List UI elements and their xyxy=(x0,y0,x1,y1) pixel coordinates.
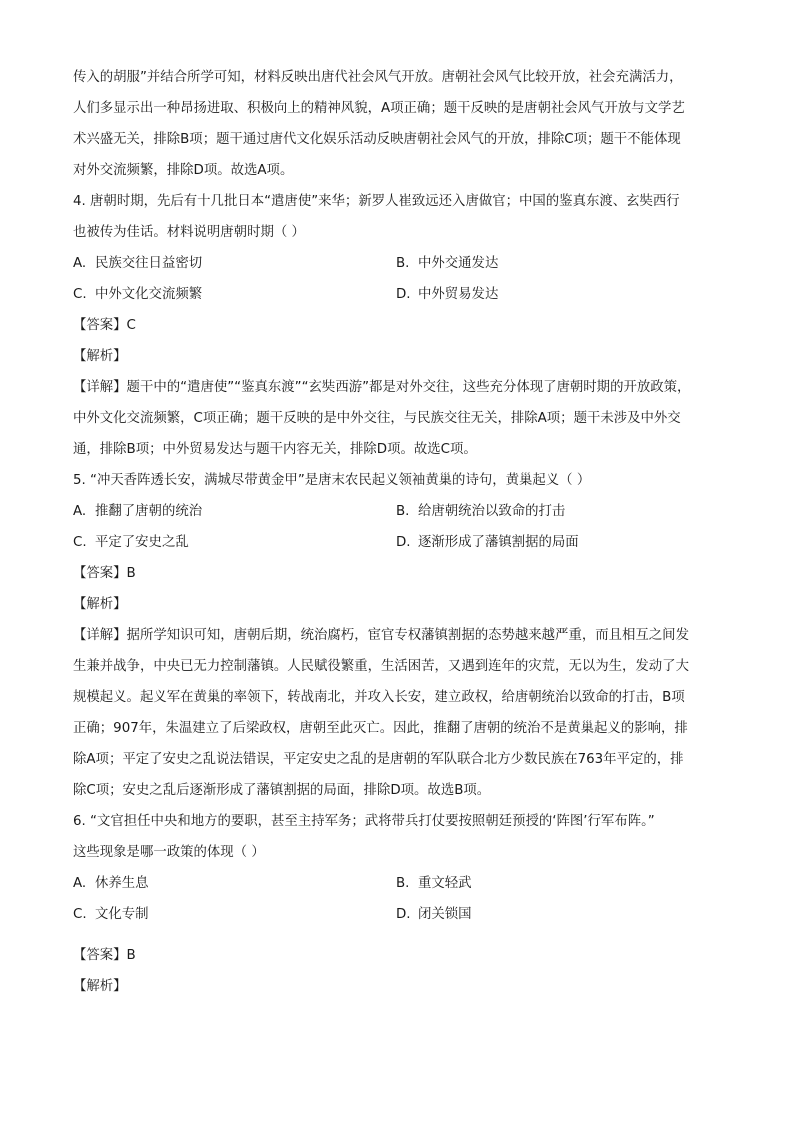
question-4-stem: 4. 唐朝时期，先后有十几批日本“遣唐使”来华；新罗人崔致远还入唐做官；中国的鉴真东渡、玄奘西行 xyxy=(73,194,680,209)
option-c: C. 平定了安史之乱 xyxy=(73,535,189,550)
question-4-stem: 也被传为佳话。材料说明唐朝时期（ ） xyxy=(73,225,305,240)
option-c: C. 中外文化交流频繁 xyxy=(73,287,203,302)
question-5-analysis-label: 【解析】 xyxy=(73,597,127,612)
question-6-options-row xyxy=(73,868,723,899)
question-5-detail: 生兼并战争，中央已无力控制藩镇。人民赋役繁重，生活困苦，又遇到连年的灾荒，无以为生，发动了大 xyxy=(73,659,689,674)
question-4-answer: 【答案】C xyxy=(73,318,136,333)
question-4-analysis-label: 【解析】 xyxy=(73,349,127,364)
question-6-analysis-label: 【解析】 xyxy=(73,979,127,994)
intro-line: 术兴盛无关，排除B项；题干通过唐代文化娱乐活动反映唐朝社会风气的开放，排除C项；题干不能体现 xyxy=(73,132,681,147)
question-5-detail: 规模起义。起义军在黄巢的率领下，转战南北，并攻入长安，建立政权，给唐朝统治以致命的打击，B项 xyxy=(73,690,685,705)
document-content xyxy=(73,62,723,1002)
option-a: A. 休养生息 xyxy=(73,876,149,891)
spacer xyxy=(73,930,723,940)
question-5-answer: 【答案】B xyxy=(73,566,136,581)
intro-line: 传入的胡服”并结合所学可知，材料反映出唐代社会风气开放。唐朝社会风气比较开放，社会充满活力， xyxy=(73,70,683,85)
question-5-options-row xyxy=(73,527,723,558)
option-b: B. 中外交通发达 xyxy=(396,256,499,271)
question-6-answer: 【答案】B xyxy=(73,948,136,963)
option-c: C. 文化专制 xyxy=(73,907,149,922)
question-4-options-row xyxy=(73,248,723,279)
question-5-options-row xyxy=(73,496,723,527)
question-5-stem: 5. “冲天香阵透长安，满城尽带黄金甲”是唐末农民起义领袖黄巢的诗句，黄巢起义（ ） xyxy=(73,473,591,488)
question-4-detail: 中外文化交流频繁，C项正确；题干反映的是中外交往，与民族交往无关，排除A项；题干未涉及中外交 xyxy=(73,411,681,426)
option-a: A. 民族交往日益密切 xyxy=(73,256,203,271)
question-6-options-row xyxy=(73,899,723,930)
option-b: B. 给唐朝统治以致命的打击 xyxy=(396,504,566,519)
question-6-stem: 6. “文官担任中央和地方的要职，甚至主持军务；武将带兵打仗要按照朝廷预授的‘阵图’行军布阵。” xyxy=(73,814,655,829)
intro-line: 对外交流频繁，排除D项。故选A项。 xyxy=(73,163,294,178)
question-6-stem: 这些现象是哪一政策的体现（ ） xyxy=(73,845,265,860)
question-5-detail: 【详解】据所学知识可知，唐朝后期，统治腐朽，宦官专权藩镇割据的态势越来越严重，而且相互之间发 xyxy=(73,628,689,643)
intro-line: 人们多显示出一种昂扬进取、积极向上的精神风貌，A项正确；题干反映的是唐朝社会风气开放与文学艺 xyxy=(73,101,685,116)
question-5-detail: 除A项；平定了安史之乱说法错误，平定安史之乱的是唐朝的军队联合北方少数民族在763年平定的，排 xyxy=(73,752,684,767)
question-4-detail: 【详解】题干中的“遣唐使”“鉴真东渡”“玄奘西游”都是对外交往，这些充分体现了唐朝时期的开放政策， xyxy=(73,380,691,395)
option-d: D. 中外贸易发达 xyxy=(396,287,499,302)
option-b: B. 重文轻武 xyxy=(396,876,472,891)
option-a: A. 推翻了唐朝的统治 xyxy=(73,504,203,519)
question-5-detail: 除C项；安史之乱后逐渐形成了藩镇割据的局面，排除D项。故选B项。 xyxy=(73,783,491,798)
option-d: D. 逐渐形成了藩镇割据的局面 xyxy=(396,535,579,550)
question-4-options-row xyxy=(73,279,723,310)
option-d: D. 闭关锁国 xyxy=(396,907,472,922)
question-5-detail: 正确；907年，朱温建立了后梁政权，唐朝至此灭亡。因此，推翻了唐朝的统治不是黄巢起义的影响，排 xyxy=(73,721,688,736)
question-4-detail: 通，排除B项；中外贸易发达与题干内容无关，排除D项。故选C项。 xyxy=(73,442,477,457)
